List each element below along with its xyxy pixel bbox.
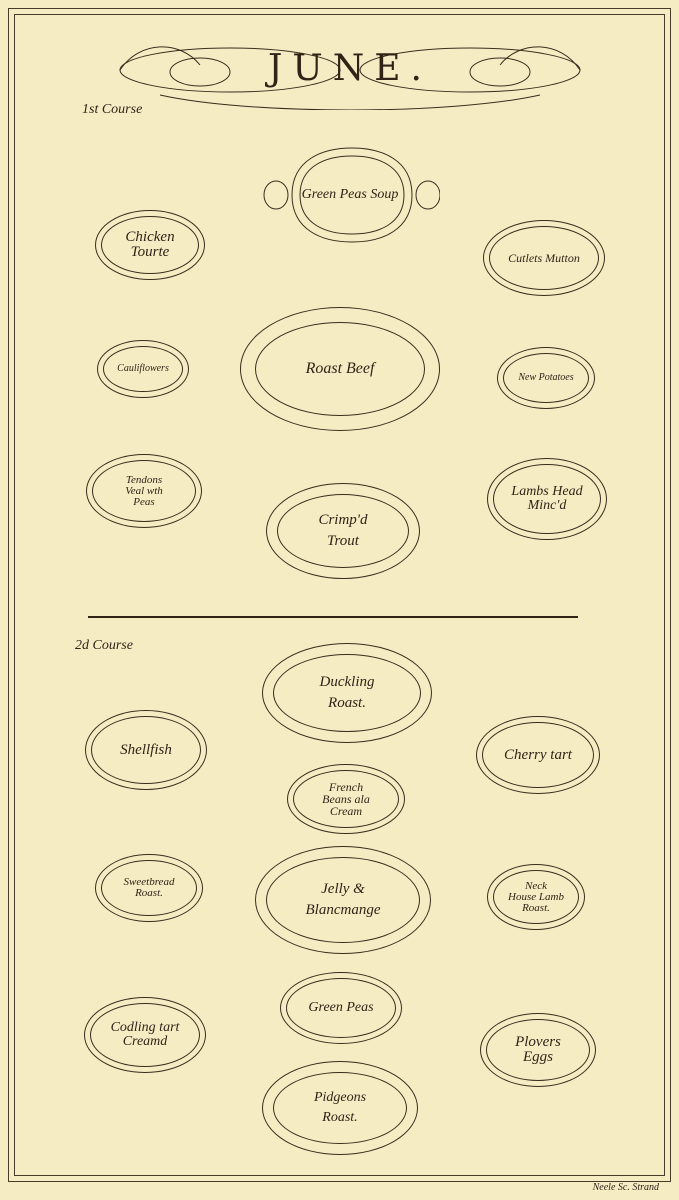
dish-green-peas — [280, 972, 402, 1044]
dish-label: Sweetbread Roast. — [123, 876, 175, 899]
dish-new-potatoes — [497, 347, 595, 409]
dish-jelly-blancmange — [255, 846, 431, 954]
dish-french-beans — [287, 764, 405, 834]
dish-neck-house-lamb — [487, 864, 585, 930]
dish-sweetbread-roast — [95, 854, 203, 922]
dish-duckling-roast — [262, 643, 432, 743]
dish-label: New Potatoes — [518, 372, 574, 383]
dish-label: Chicken Tourte — [125, 229, 175, 260]
dish-label: Tendons Veal wth Peas — [125, 473, 163, 508]
dish-label: Green Peas Soup — [301, 187, 399, 202]
dish-tendons-veal — [86, 454, 202, 528]
dish-label: Pidgeons Roast. — [313, 1090, 367, 1125]
course-divider — [88, 616, 578, 618]
dish-label: Codling tart Creamd — [110, 1020, 180, 1049]
dish-cherry-tart — [476, 716, 600, 794]
dish-label: Crimp'd Trout — [318, 512, 368, 549]
dish-plovers-eggs — [480, 1013, 596, 1087]
dish-crimpd-trout — [266, 483, 420, 579]
page-title: JUNE. — [268, 48, 432, 89]
first-course-label: 1st Course — [82, 102, 143, 117]
dish-cauliflowers — [97, 340, 189, 398]
dish-label: Green Peas — [308, 1000, 374, 1015]
dish-label: Duckling Roast. — [319, 674, 375, 711]
dish-label: Cutlets Mutton — [508, 251, 580, 265]
dish-label: Cauliflowers — [117, 363, 169, 374]
dish-cutlets-mutton — [483, 220, 605, 296]
dish-label: Plovers Eggs — [515, 1034, 561, 1065]
dish-label: Lambs Head Minc'd — [511, 484, 583, 513]
dish-chicken-tourte — [95, 210, 205, 280]
dish-codling-tart — [84, 997, 206, 1073]
dish-label: French Beans ala Cream — [322, 780, 370, 818]
dish-label: Roast Beef — [305, 360, 375, 377]
dish-lambs-head — [487, 458, 607, 540]
dish-label: Jelly & Blancmange — [305, 881, 381, 918]
second-course-label: 2d Course — [75, 638, 133, 653]
engraver-credit: Neele Sc. Strand — [592, 1182, 659, 1193]
dish-pidgeons-roast — [262, 1061, 418, 1155]
dish-roast-beef — [240, 307, 440, 431]
dish-green-peas-soup — [285, 180, 415, 210]
dish-label: Shellfish — [120, 741, 172, 758]
dish-label: Neck House Lamb Roast. — [508, 879, 564, 914]
dish-shellfish — [85, 710, 207, 790]
title-ornament — [100, 20, 600, 110]
dish-label: Cherry tart — [504, 746, 572, 763]
